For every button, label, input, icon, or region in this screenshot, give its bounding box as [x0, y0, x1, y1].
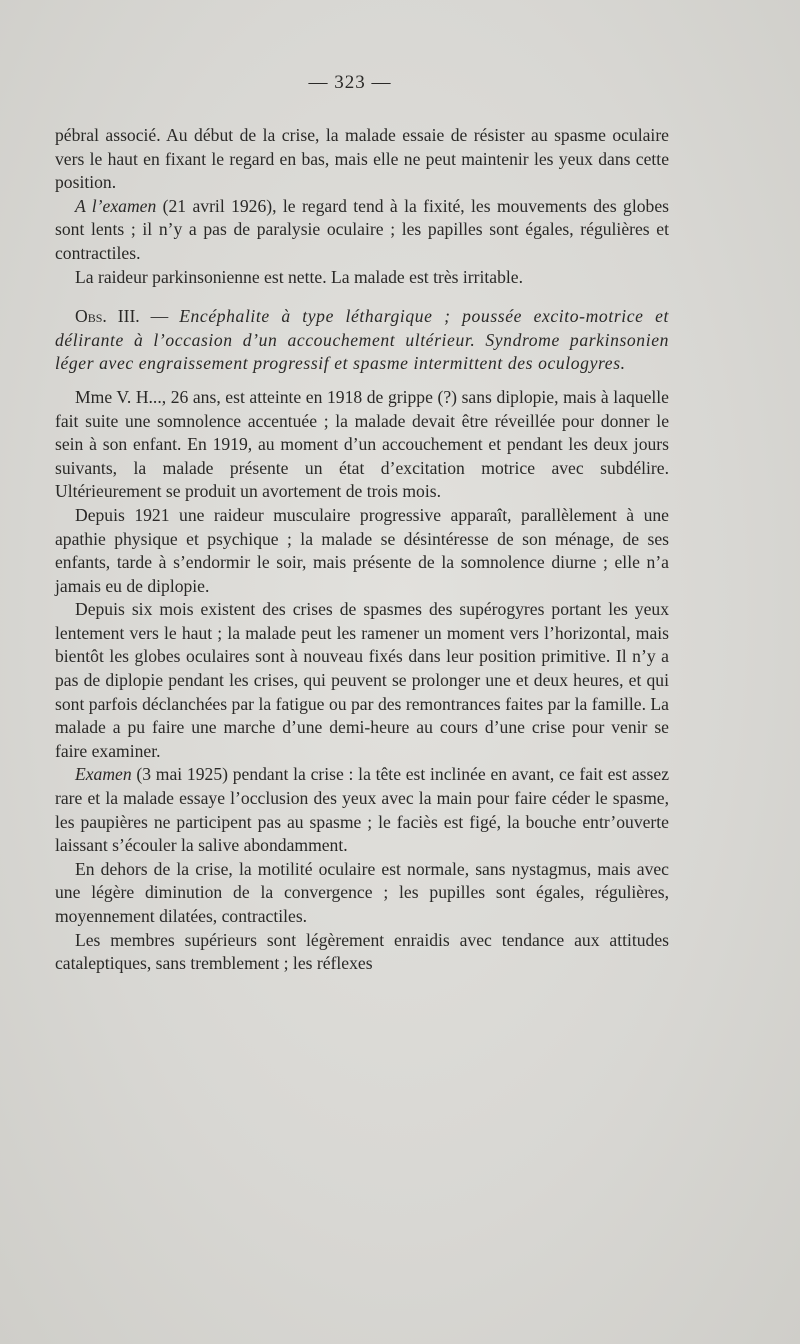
observation-heading: [55, 305, 669, 376]
paragraph-raideur: La raideur parkinsonienne est nette. La malade est très irritable.: [75, 266, 523, 287]
observation-label: Obs. III.: [75, 306, 140, 327]
paragraph-history: Mme V. H..., 26 ans, est atteinte en 1918 de grippe (?) sans diplopie, mais à laquelle fait suite une somnolence accentuée ; la malade devait être réveillée pour donner le sein à son enfant. En 1919, au moment d’un accouchement et pendant les deux jours suivants, la malade présente un état d’excitation motrice avec subdélire. Ultérieurement se produit un avortement de trois mois.: [55, 386, 669, 502]
paragraph-since-1921: Depuis 1921 une raideur musculaire progressive apparaît, parallèlement à une apathie physique et psychique ; la malade se désintéresse de son ménage, de ses enfants, tarde à s’endormir le soir, mais présente de la somnolence diurne ; elle n’a jamais eu de diplopie.: [55, 504, 669, 596]
paragraph-examen-1925: [55, 763, 669, 857]
paragraph-examen-1926: [55, 195, 669, 266]
paragraph-motilite: En dehors de la crise, la motilité oculaire est normale, sans nystagmus, mais avec une légère diminution de la convergence ; les pupilles sont égales, régulières, moyennement dilatées, contractiles.: [55, 858, 669, 926]
paragraph-text: (3 mai 1925) pendant la crise : la tête est inclinée en avant, ce fait est assez rare et la malade essaye l’occlusion des yeux avec la main pour faire céder le spasme, les paupières ne participent pas au spasme ; le faciès est figé, la bouche entr’ouverte laissant s’écouler la salive abondamment.: [55, 764, 669, 856]
page-body: [55, 124, 669, 976]
page-number: — 323 —: [308, 72, 392, 93]
paragraph-continuation: pébral associé. Au début de la crise, la malade essaie de résister au spasme oculaire vers le haut en fixant le regard en bas, mais elle ne peut maintenir les yeux dans cette position.: [55, 125, 669, 193]
paragraph-lead-italic: Examen: [75, 764, 132, 785]
paragraph-crises: Depuis six mois existent des crises de spasmes des supérogyres portant les yeux lentement vers le haut ; la malade peut les ramener un moment vers l’horizontal, mais bientôt les globes oculaires sont à nouveau fixés dans leur position primitive. Il n’y a pas de diplopie pendant les crises, qui peuvent se prolonger une et deux heures, et qui sont parfois déclanchées par la fatigue ou par des remontrances faites par la famille. La malade a pu faire une marche d’une demi-heure au cours d’une crise pour venir se faire examiner.: [55, 599, 669, 761]
observation-title: Encéphalite à type léthargique ; poussée excito-motrice et délirante à l’occasion d’un accouchement ultérieur. Syndrome parkinsonien léger avec engraissement progressif et spasme intermittent des oculogyres.: [55, 306, 670, 374]
paragraph-membres: Les membres supérieurs sont légèrement enraidis avec tendance aux attitudes cataleptiques, sans tremblement ; les réflexes: [55, 929, 669, 974]
paragraph-text: (21 avril 1926), le regard tend à la fixité, les mouvements des globes sont lents ; il n’y a pas de paralysie oculaire ; les papilles sont égales, régulières et contractiles.: [55, 195, 669, 263]
observation-dash: —: [139, 306, 180, 327]
paragraph-lead-italic: A l’examen: [75, 195, 157, 216]
